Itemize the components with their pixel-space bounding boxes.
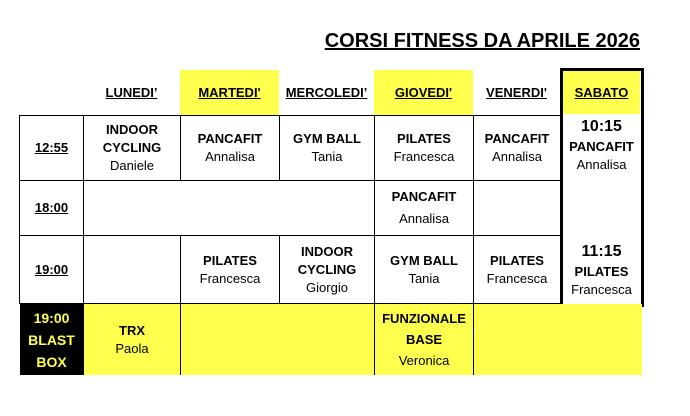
class-cell xyxy=(473,235,561,304)
class-name: PILATES xyxy=(574,264,629,279)
class-name: PILATES xyxy=(397,131,451,146)
empty-cell xyxy=(473,180,561,236)
class-cell xyxy=(279,115,375,181)
class-name: GYM BALL xyxy=(293,131,361,146)
class-name: GYM BALL xyxy=(390,252,458,268)
header-lunedi: LUNEDI’ xyxy=(105,85,158,100)
class-cell xyxy=(374,180,474,236)
header-giovedi: GIOVEDI' xyxy=(374,70,473,115)
instructor: Giorgio xyxy=(306,279,348,295)
blast-box-label xyxy=(20,304,83,375)
header-mercoledi: MERCOLEDI’ xyxy=(285,85,368,100)
class-name: PANCAFIT xyxy=(484,131,550,146)
blast-time: 19:00 xyxy=(33,309,70,326)
instructor: Francesca xyxy=(571,282,632,297)
time-19-00: 19:00 xyxy=(19,235,84,304)
class-name: FUNZIONALE xyxy=(382,311,466,326)
instructor: Annalisa xyxy=(492,149,542,164)
header-venerdi: VENERDI' xyxy=(486,85,547,100)
class-cell xyxy=(374,235,474,304)
class-name: PANCAFIT xyxy=(197,131,263,146)
instructor: Tania xyxy=(311,149,343,164)
time-18-00: 18:00 xyxy=(19,180,84,236)
class-name: PANCAFIT xyxy=(391,189,457,204)
instructor: Annalisa xyxy=(205,149,255,164)
page-title: CORSI FITNESS DA APRILE 2026 xyxy=(324,30,640,52)
instructor: Daniele xyxy=(109,158,155,173)
class-name: PILATES xyxy=(203,252,257,268)
instructor: Annalisa xyxy=(399,211,449,226)
empty-cell xyxy=(83,235,181,304)
class-cell xyxy=(374,304,474,375)
class-cell xyxy=(374,115,474,181)
class-name: TRX xyxy=(119,322,145,338)
class-name: BASE xyxy=(405,332,443,347)
class-cell xyxy=(279,235,375,304)
class-name: PILATES xyxy=(490,252,544,268)
class-time: 11:15 xyxy=(581,243,622,260)
header-martedi: MARTEDI' xyxy=(180,70,279,115)
class-name: INDOOR CYCLING xyxy=(297,243,357,277)
instructor: Francesca xyxy=(199,270,261,286)
class-cell xyxy=(180,115,280,181)
sabato-class-1 xyxy=(563,116,640,182)
time-12-55: 12:55 xyxy=(19,115,84,181)
class-cell xyxy=(83,304,181,375)
instructor: Veronica xyxy=(398,353,450,368)
empty-cell xyxy=(83,180,375,236)
class-name: PANCAFIT xyxy=(569,139,634,154)
class-name: INDOOR CYCLING xyxy=(102,122,162,155)
instructor: Francesca xyxy=(486,270,548,286)
class-cell xyxy=(83,115,181,181)
class-cell xyxy=(473,115,561,181)
class-cell xyxy=(180,235,280,304)
class-time: 10:15 xyxy=(581,118,622,135)
instructor: Annalisa xyxy=(576,157,627,172)
blast-label: BLAST xyxy=(28,331,75,348)
instructor: Paola xyxy=(115,340,149,356)
header-sabato: SABATO xyxy=(563,71,640,114)
box-label: BOX xyxy=(36,353,67,370)
instructor: Francesca xyxy=(393,149,455,164)
sabato-class-2 xyxy=(563,238,640,302)
instructor: Tania xyxy=(408,270,440,286)
